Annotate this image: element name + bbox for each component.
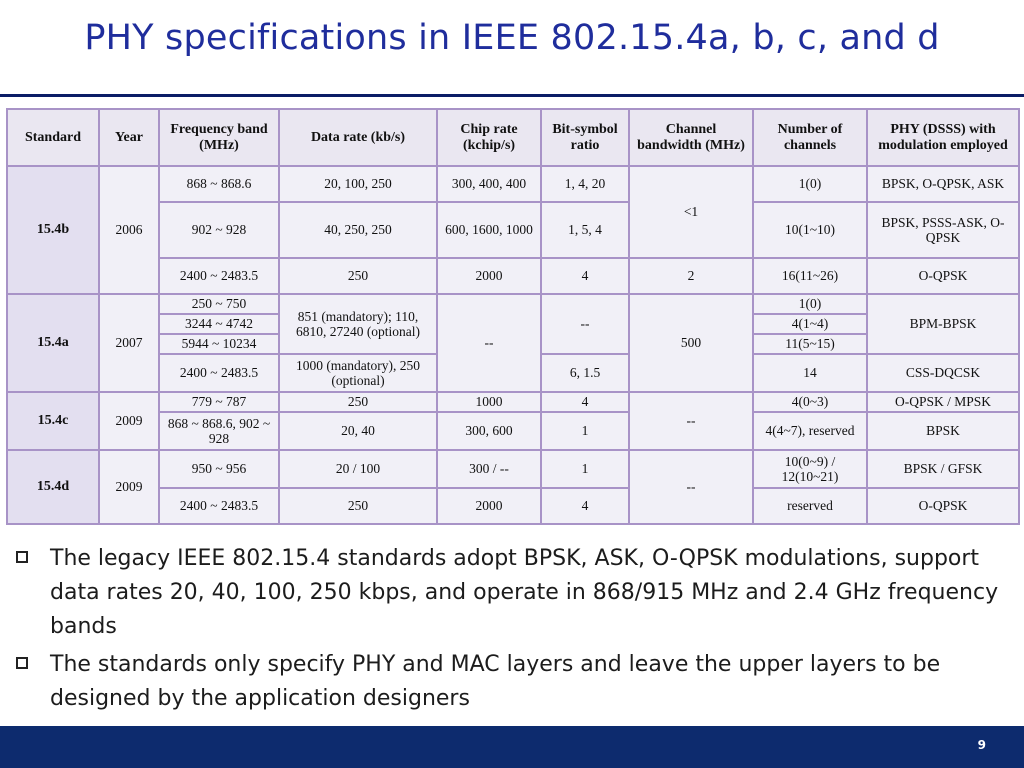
header-frequency-band: Frequency band (MHz) bbox=[159, 109, 279, 166]
table-row bbox=[7, 294, 1019, 314]
phy-cell: BPSK, O-QPSK, ASK bbox=[867, 166, 1019, 202]
channels-cell: 14 bbox=[753, 354, 867, 392]
bandwidth-cell: -- bbox=[629, 392, 753, 450]
bit-symbol-cell: 4 bbox=[541, 488, 629, 524]
bit-symbol-cell: 6, 1.5 bbox=[541, 354, 629, 392]
phy-cell: BPSK bbox=[867, 412, 1019, 450]
phy-cell: O-QPSK bbox=[867, 488, 1019, 524]
frequency-cell: 868 ~ 868.6, 902 ~ 928 bbox=[159, 412, 279, 450]
channels-cell: 4(1~4) bbox=[753, 314, 867, 334]
frequency-cell: 2400 ~ 2483.5 bbox=[159, 258, 279, 294]
channels-cell: 10(0~9) / 12(10~21) bbox=[753, 450, 867, 488]
bit-symbol-cell: 1, 5, 4 bbox=[541, 202, 629, 258]
frequency-cell: 779 ~ 787 bbox=[159, 392, 279, 412]
channels-cell: 1(0) bbox=[753, 294, 867, 314]
bit-symbol-cell: 1 bbox=[541, 412, 629, 450]
channels-cell: 4(4~7), reserved bbox=[753, 412, 867, 450]
header-chip-rate: Chip rate (kchip/s) bbox=[437, 109, 541, 166]
year-cell: 2009 bbox=[99, 450, 159, 524]
year-cell: 2007 bbox=[99, 294, 159, 392]
chip-rate-cell: 300, 600 bbox=[437, 412, 541, 450]
bit-symbol-cell: -- bbox=[541, 294, 629, 354]
header-bit-symbol-ratio: Bit-symbol ratio bbox=[541, 109, 629, 166]
frequency-cell: 950 ~ 956 bbox=[159, 450, 279, 488]
title-divider bbox=[0, 94, 1024, 97]
frequency-cell: 868 ~ 868.6 bbox=[159, 166, 279, 202]
bit-symbol-cell: 4 bbox=[541, 258, 629, 294]
data-rate-cell: 20, 40 bbox=[279, 412, 437, 450]
bullet-item bbox=[14, 542, 1004, 644]
channels-cell: 1(0) bbox=[753, 166, 867, 202]
table-row bbox=[7, 166, 1019, 202]
table-row bbox=[7, 412, 1019, 450]
checkbox-bullet-icon bbox=[16, 657, 28, 669]
channels-cell: 11(5~15) bbox=[753, 334, 867, 354]
channels-cell: reserved bbox=[753, 488, 867, 524]
phy-cell: O-QPSK / MPSK bbox=[867, 392, 1019, 412]
chip-rate-cell: 300, 400, 400 bbox=[437, 166, 541, 202]
phy-spec-table bbox=[6, 108, 1020, 525]
year-cell: 2009 bbox=[99, 392, 159, 450]
bandwidth-cell: -- bbox=[629, 450, 753, 524]
chip-rate-cell: 2000 bbox=[437, 258, 541, 294]
channels-cell: 4(0~3) bbox=[753, 392, 867, 412]
header-phy-modulation: PHY (DSSS) with modulation employed bbox=[867, 109, 1019, 166]
channels-cell: 16(11~26) bbox=[753, 258, 867, 294]
bandwidth-cell: 2 bbox=[629, 258, 753, 294]
header-channel-bandwidth: Channel bandwidth (MHz) bbox=[629, 109, 753, 166]
bandwidth-cell: <1 bbox=[629, 166, 753, 258]
bit-symbol-cell: 1 bbox=[541, 450, 629, 488]
standard-cell: 15.4d bbox=[7, 450, 99, 524]
phy-cell: O-QPSK bbox=[867, 258, 1019, 294]
channels-cell: 10(1~10) bbox=[753, 202, 867, 258]
table-row bbox=[7, 488, 1019, 524]
footer-bar bbox=[0, 726, 1024, 768]
data-rate-cell: 250 bbox=[279, 392, 437, 412]
frequency-cell: 2400 ~ 2483.5 bbox=[159, 488, 279, 524]
chip-rate-cell: 1000 bbox=[437, 392, 541, 412]
header-data-rate: Data rate (kb/s) bbox=[279, 109, 437, 166]
bit-symbol-cell: 1, 4, 20 bbox=[541, 166, 629, 202]
standard-cell: 15.4c bbox=[7, 392, 99, 450]
slide-title: PHY specifications in IEEE 802.15.4a, b, c, and d bbox=[84, 18, 940, 58]
frequency-cell: 2400 ~ 2483.5 bbox=[159, 354, 279, 392]
frequency-cell: 902 ~ 928 bbox=[159, 202, 279, 258]
phy-cell: BPM-BPSK bbox=[867, 294, 1019, 354]
frequency-cell: 250 ~ 750 bbox=[159, 294, 279, 314]
table-row bbox=[7, 450, 1019, 488]
bullet-text: The legacy IEEE 802.15.4 standards adopt BPSK, ASK, O-QPSK modulations, support data rates 20, 40, 100, 250 kbps, and operate in 868/915 MHz and 2.4 GHz frequency bands bbox=[50, 546, 999, 639]
table-row bbox=[7, 258, 1019, 294]
phy-cell: CSS-DQCSK bbox=[867, 354, 1019, 392]
page-number: 9 bbox=[977, 738, 986, 752]
table-row bbox=[7, 392, 1019, 412]
chip-rate-cell: -- bbox=[437, 294, 541, 392]
standard-cell: 15.4b bbox=[7, 166, 99, 294]
bullet-item bbox=[14, 648, 1004, 716]
chip-rate-cell: 600, 1600, 1000 bbox=[437, 202, 541, 258]
data-rate-cell: 851 (mandatory); 110, 6810, 27240 (optional) bbox=[279, 294, 437, 354]
year-cell: 2006 bbox=[99, 166, 159, 294]
chip-rate-cell: 2000 bbox=[437, 488, 541, 524]
checkbox-bullet-icon bbox=[16, 551, 28, 563]
header-standard: Standard bbox=[7, 109, 99, 166]
data-rate-cell: 20 / 100 bbox=[279, 450, 437, 488]
table-row bbox=[7, 202, 1019, 258]
standard-cell: 15.4a bbox=[7, 294, 99, 392]
data-rate-cell: 1000 (mandatory), 250 (optional) bbox=[279, 354, 437, 392]
phy-cell: BPSK / GFSK bbox=[867, 450, 1019, 488]
bullet-list bbox=[14, 542, 1004, 720]
frequency-cell: 3244 ~ 4742 bbox=[159, 314, 279, 334]
data-rate-cell: 250 bbox=[279, 488, 437, 524]
bandwidth-cell: 500 bbox=[629, 294, 753, 392]
chip-rate-cell: 300 / -- bbox=[437, 450, 541, 488]
data-rate-cell: 20, 100, 250 bbox=[279, 166, 437, 202]
header-year: Year bbox=[99, 109, 159, 166]
data-rate-cell: 250 bbox=[279, 258, 437, 294]
bit-symbol-cell: 4 bbox=[541, 392, 629, 412]
header-number-of-channels: Number of channels bbox=[753, 109, 867, 166]
data-rate-cell: 40, 250, 250 bbox=[279, 202, 437, 258]
table-header-row bbox=[7, 109, 1019, 166]
bullet-text: The standards only specify PHY and MAC layers and leave the upper layers to be designed by the application designers bbox=[50, 652, 941, 711]
phy-cell: BPSK, PSSS-ASK, O-QPSK bbox=[867, 202, 1019, 258]
frequency-cell: 5944 ~ 10234 bbox=[159, 334, 279, 354]
phy-spec-table-container bbox=[6, 108, 1018, 525]
